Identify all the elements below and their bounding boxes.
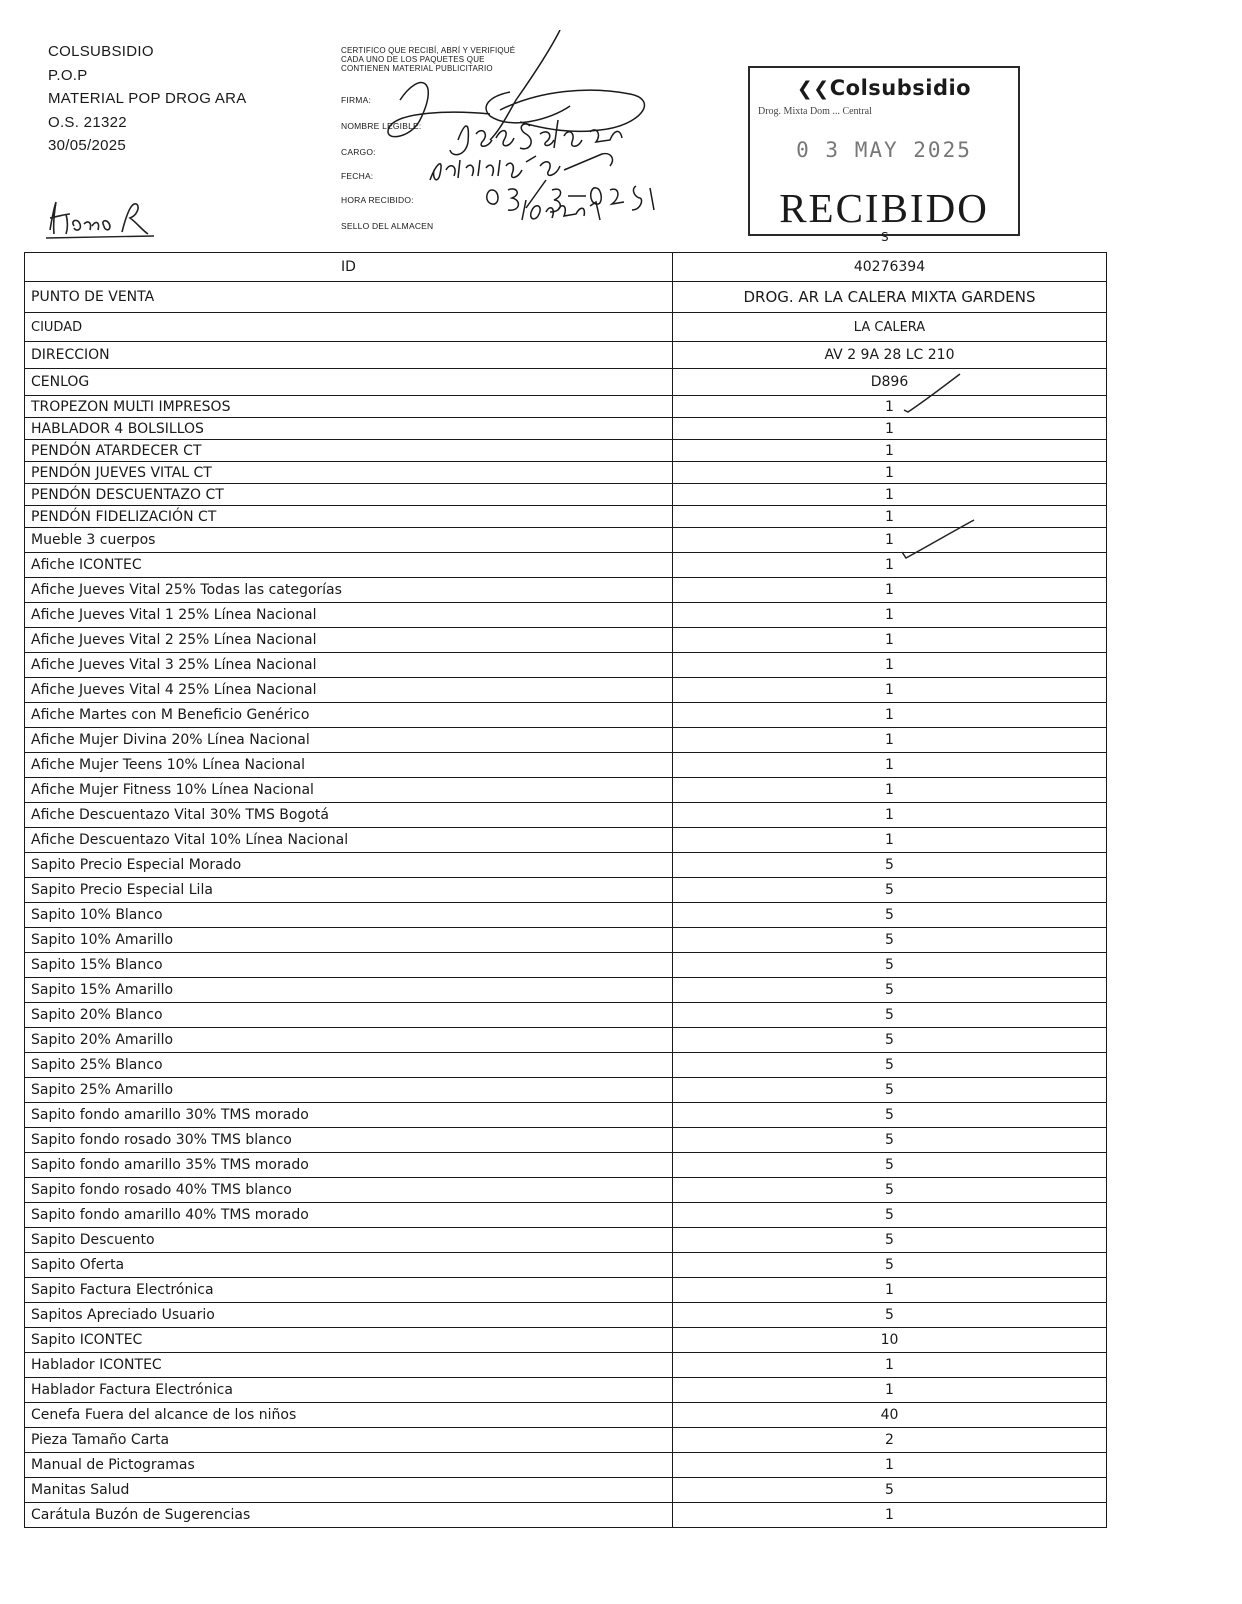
order-number: O.S. 21322 bbox=[48, 113, 127, 131]
item-name: PENDÓN DESCUENTAZO CT bbox=[25, 484, 673, 506]
item-name: Hablador ICONTEC bbox=[25, 1353, 673, 1378]
item-name: Sapito fondo rosado 40% TMS blanco bbox=[25, 1178, 673, 1203]
nombre-label: NOMBRE LEGIBLE: bbox=[341, 121, 422, 131]
item-quantity: 5 bbox=[673, 1053, 1107, 1078]
info-row bbox=[25, 282, 1107, 313]
item-name: Afiche Martes con M Beneficio Genérico bbox=[25, 703, 673, 728]
item-quantity: 1 bbox=[673, 628, 1107, 653]
table-row bbox=[25, 828, 1107, 853]
item-quantity: 5 bbox=[673, 1253, 1107, 1278]
item-quantity: 1 bbox=[673, 528, 1107, 553]
item-quantity: 1 bbox=[673, 753, 1107, 778]
table-row bbox=[25, 1428, 1107, 1453]
item-name: Afiche Descuentazo Vital 10% Línea Nacional bbox=[25, 828, 673, 853]
table-row bbox=[25, 1453, 1107, 1478]
item-quantity: 5 bbox=[673, 978, 1107, 1003]
stamp-brand: ❮❮Colsubsidio bbox=[796, 76, 972, 100]
item-quantity: 1 bbox=[673, 1503, 1107, 1528]
item-quantity: 5 bbox=[673, 1178, 1107, 1203]
item-quantity: 1 bbox=[673, 778, 1107, 803]
handwritten-initials bbox=[44, 196, 174, 242]
item-name: Sapito ICONTEC bbox=[25, 1328, 673, 1353]
table-row bbox=[25, 462, 1107, 484]
item-name: Sapito 25% Blanco bbox=[25, 1053, 673, 1078]
item-name: Afiche ICONTEC bbox=[25, 553, 673, 578]
table-row bbox=[25, 1128, 1107, 1153]
item-name: Afiche Jueves Vital 1 25% Línea Nacional bbox=[25, 603, 673, 628]
handwritten-signature bbox=[340, 30, 750, 230]
table-body bbox=[25, 253, 1107, 1528]
table-row bbox=[25, 1353, 1107, 1378]
stamp-status: RECIBIDO bbox=[779, 185, 989, 231]
table-row bbox=[25, 1403, 1107, 1428]
info-row bbox=[25, 253, 1107, 282]
item-quantity: 1 bbox=[673, 1278, 1107, 1303]
company-name: COLSUBSIDIO bbox=[48, 43, 154, 60]
item-name: Afiche Mujer Divina 20% Línea Nacional bbox=[25, 728, 673, 753]
table-row bbox=[25, 728, 1107, 753]
certificate-line-2: CADA UNO DE LOS PAQUETES QUE bbox=[341, 55, 485, 64]
item-name: HABLADOR 4 BOLSILLOS bbox=[25, 418, 673, 440]
item-quantity: 5 bbox=[673, 853, 1107, 878]
table-row bbox=[25, 1503, 1107, 1528]
table-row bbox=[25, 440, 1107, 462]
table-row bbox=[25, 953, 1107, 978]
item-name: Sapito Precio Especial Lila bbox=[25, 878, 673, 903]
item-name: Sapito Factura Electrónica bbox=[25, 1278, 673, 1303]
table-row bbox=[25, 778, 1107, 803]
table-row bbox=[25, 603, 1107, 628]
item-name: Sapito 10% Blanco bbox=[25, 903, 673, 928]
sello-label: SELLO DEL ALMACEN bbox=[341, 221, 434, 231]
item-name: Sapito 10% Amarillo bbox=[25, 928, 673, 953]
firma-label: FIRMA: bbox=[341, 95, 372, 105]
table-row bbox=[25, 1003, 1107, 1028]
table-row bbox=[25, 878, 1107, 903]
item-quantity: 5 bbox=[673, 1478, 1107, 1503]
table-row bbox=[25, 1178, 1107, 1203]
info-label: CENLOG bbox=[25, 369, 673, 396]
item-name: Sapito 20% Amarillo bbox=[25, 1028, 673, 1053]
info-label: DIRECCION bbox=[25, 342, 673, 369]
item-name: Sapito Descuento bbox=[25, 1228, 673, 1253]
table-row bbox=[25, 978, 1107, 1003]
item-name: Afiche Jueves Vital 4 25% Línea Nacional bbox=[25, 678, 673, 703]
item-quantity: 2 bbox=[673, 1428, 1107, 1453]
item-quantity: 1 bbox=[673, 703, 1107, 728]
item-name: Carátula Buzón de Sugerencias bbox=[25, 1503, 673, 1528]
table-row bbox=[25, 928, 1107, 953]
item-name: Sapito 25% Amarillo bbox=[25, 1078, 673, 1103]
table-row bbox=[25, 703, 1107, 728]
document-type: P.O.P bbox=[48, 66, 88, 84]
info-label: PUNTO DE VENTA bbox=[25, 282, 673, 313]
item-quantity: 1 bbox=[673, 578, 1107, 603]
item-name: Sapito fondo rosado 30% TMS blanco bbox=[25, 1128, 673, 1153]
item-name: Sapito 15% Amarillo bbox=[25, 978, 673, 1003]
item-name: Sapito 15% Blanco bbox=[25, 953, 673, 978]
material-description: MATERIAL POP DROG ARA bbox=[48, 90, 247, 107]
item-name: Afiche Mujer Teens 10% Línea Nacional bbox=[25, 753, 673, 778]
item-name: Afiche Jueves Vital 25% Todas las categorías bbox=[25, 578, 673, 603]
item-quantity: 5 bbox=[673, 1303, 1107, 1328]
info-value: AV 2 9A 28 LC 210 bbox=[673, 342, 1107, 369]
info-value: D896 bbox=[673, 369, 1107, 396]
table-row bbox=[25, 678, 1107, 703]
item-name: Mueble 3 cuerpos bbox=[25, 528, 673, 553]
table-row bbox=[25, 1153, 1107, 1178]
cargo-label: CARGO: bbox=[341, 147, 376, 157]
document-date: 30/05/2025 bbox=[48, 137, 127, 154]
item-name: Sapitos Apreciado Usuario bbox=[25, 1303, 673, 1328]
table-row bbox=[25, 628, 1107, 653]
item-name: PENDÓN ATARDECER CT bbox=[25, 440, 673, 462]
info-label: CIUDAD bbox=[25, 313, 673, 342]
table-row bbox=[25, 1028, 1107, 1053]
checkmark-icon bbox=[896, 516, 980, 562]
document-header bbox=[48, 40, 247, 158]
item-quantity: 5 bbox=[673, 953, 1107, 978]
item-name: Hablador Factura Electrónica bbox=[25, 1378, 673, 1403]
item-quantity: 40 bbox=[673, 1403, 1107, 1428]
colsubsidio-logo-icon: ❮❮ bbox=[796, 78, 830, 100]
item-quantity: 1 bbox=[673, 728, 1107, 753]
item-quantity: 1 bbox=[673, 506, 1107, 528]
item-name: Afiche Jueves Vital 3 25% Línea Nacional bbox=[25, 653, 673, 678]
certificate-line-3: CONTIENEN MATERIAL PUBLICITARIO bbox=[341, 64, 493, 73]
table-row bbox=[25, 1303, 1107, 1328]
item-quantity: 5 bbox=[673, 1203, 1107, 1228]
table-row bbox=[25, 753, 1107, 778]
item-name: Cenefa Fuera del alcance de los niños bbox=[25, 1403, 673, 1428]
table-row bbox=[25, 1078, 1107, 1103]
checkmark-icon bbox=[896, 370, 966, 416]
table-row bbox=[25, 1478, 1107, 1503]
pop-material-table bbox=[24, 252, 1107, 1528]
item-name: Manual de Pictogramas bbox=[25, 1453, 673, 1478]
item-quantity: 1 bbox=[673, 603, 1107, 628]
item-quantity: 1 bbox=[673, 803, 1107, 828]
item-quantity: 5 bbox=[673, 1028, 1107, 1053]
table-row bbox=[25, 1228, 1107, 1253]
table-row bbox=[25, 418, 1107, 440]
table-top-marker: S bbox=[881, 230, 889, 244]
table-row bbox=[25, 803, 1107, 828]
item-quantity: 5 bbox=[673, 1228, 1107, 1253]
item-name: Afiche Jueves Vital 2 25% Línea Nacional bbox=[25, 628, 673, 653]
item-quantity: 1 bbox=[673, 1378, 1107, 1403]
item-quantity: 10 bbox=[673, 1328, 1107, 1353]
item-quantity: 5 bbox=[673, 878, 1107, 903]
item-name: Sapito Precio Especial Morado bbox=[25, 853, 673, 878]
item-quantity: 1 bbox=[673, 418, 1107, 440]
info-row bbox=[25, 342, 1107, 369]
table-row bbox=[25, 1278, 1107, 1303]
stamp-date: 0 3 MAY 2025 bbox=[796, 138, 972, 162]
certificate-line-1: CERTIFICO QUE RECIBÍ, ABRÍ Y VERIFIQUÉ bbox=[341, 46, 516, 55]
received-stamp bbox=[748, 66, 1020, 236]
item-quantity: 1 bbox=[673, 484, 1107, 506]
item-name: Sapito 20% Blanco bbox=[25, 1003, 673, 1028]
item-name: PENDÓN JUEVES VITAL CT bbox=[25, 462, 673, 484]
info-row bbox=[25, 313, 1107, 342]
table-row bbox=[25, 1103, 1107, 1128]
item-name: Afiche Descuentazo Vital 30% TMS Bogotá bbox=[25, 803, 673, 828]
table-row bbox=[25, 653, 1107, 678]
item-quantity: 5 bbox=[673, 1078, 1107, 1103]
table-row bbox=[25, 1203, 1107, 1228]
item-quantity: 1 bbox=[673, 1453, 1107, 1478]
item-quantity: 5 bbox=[673, 1103, 1107, 1128]
item-name: Sapito fondo amarillo 35% TMS morado bbox=[25, 1153, 673, 1178]
item-name: Afiche Mujer Fitness 10% Línea Nacional bbox=[25, 778, 673, 803]
item-name: Sapito fondo amarillo 30% TMS morado bbox=[25, 1103, 673, 1128]
item-quantity: 5 bbox=[673, 1128, 1107, 1153]
item-quantity: 1 bbox=[673, 678, 1107, 703]
table-row bbox=[25, 903, 1107, 928]
item-name: Manitas Salud bbox=[25, 1478, 673, 1503]
info-value: LA CALERA bbox=[673, 313, 1107, 342]
item-name: PENDÓN FIDELIZACIÓN CT bbox=[25, 506, 673, 528]
item-quantity: 1 bbox=[673, 553, 1107, 578]
item-name: Sapito fondo amarillo 40% TMS morado bbox=[25, 1203, 673, 1228]
info-label: ID bbox=[25, 253, 673, 282]
hora-label: HORA RECIBIDO: bbox=[341, 195, 414, 205]
table-row bbox=[25, 1053, 1107, 1078]
table-row bbox=[25, 1253, 1107, 1278]
item-name: Pieza Tamaño Carta bbox=[25, 1428, 673, 1453]
table-row bbox=[25, 1378, 1107, 1403]
item-quantity: 1 bbox=[673, 396, 1107, 418]
table-row bbox=[25, 1328, 1107, 1353]
table-row bbox=[25, 484, 1107, 506]
item-quantity: 1 bbox=[673, 462, 1107, 484]
item-quantity: 5 bbox=[673, 1003, 1107, 1028]
item-quantity: 1 bbox=[673, 1353, 1107, 1378]
item-quantity: 1 bbox=[673, 828, 1107, 853]
table-row bbox=[25, 853, 1107, 878]
stamp-branch: Drog. Mixta Dom ... Central bbox=[758, 106, 872, 117]
item-name: TROPEZON MULTI IMPRESOS bbox=[25, 396, 673, 418]
fecha-label: FECHA: bbox=[341, 171, 374, 181]
item-name: Sapito Oferta bbox=[25, 1253, 673, 1278]
item-quantity: 5 bbox=[673, 928, 1107, 953]
item-quantity: 1 bbox=[673, 653, 1107, 678]
info-value: DROG. AR LA CALERA MIXTA GARDENS bbox=[673, 282, 1107, 313]
table-row bbox=[25, 578, 1107, 603]
item-quantity: 5 bbox=[673, 1153, 1107, 1178]
item-quantity: 5 bbox=[673, 903, 1107, 928]
item-quantity: 1 bbox=[673, 440, 1107, 462]
info-value: 40276394 bbox=[673, 253, 1107, 282]
